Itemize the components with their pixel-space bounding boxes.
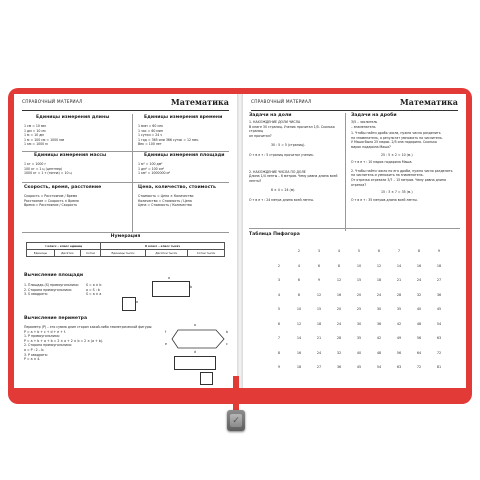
left-page-header [22, 98, 229, 111]
class-units-header: I класс – класс единиц [27, 243, 101, 250]
pythagoras-cell: 12 [316, 292, 322, 297]
text-line: он прочитал? [249, 133, 272, 138]
formula: a = S : b [86, 287, 100, 292]
pythagoras-cell: 30 [376, 307, 382, 312]
pythagoras-cell: 3 [277, 278, 281, 283]
text-line: От отрезка отрезали 3/7 – 15 метров. Чему равна длина [351, 177, 446, 182]
pythagoras-cell: 81 [436, 365, 442, 370]
numeration-col: Сотни [80, 250, 100, 257]
calculation: 25 : 5 × 2 = 10 (м.) [381, 152, 413, 157]
shape-label: e [165, 342, 167, 346]
numeration-col: Единицы тысяч [101, 250, 145, 257]
separator [22, 232, 229, 233]
pythagoras-cell: 6 [377, 249, 381, 254]
pythagoras-cell: 7 [397, 249, 401, 254]
subtitle: 2. НАХОЖДЕНИЕ ЧИСЛА ПО ДОЛЕ [249, 169, 306, 174]
pythagoras-cell: 64 [416, 350, 422, 355]
pythagoras-row [269, 317, 449, 332]
text-line: Век = 100 лет [138, 142, 162, 147]
pythagoras-cell: 4 [337, 249, 341, 254]
shape-label: a [168, 276, 170, 280]
pythagoras-cell: 9 [277, 365, 281, 370]
answer: О т в е т : 5 страниц прочитал ученик. [249, 152, 314, 157]
pythagoras-cell: 20 [356, 292, 362, 297]
numeration-col: Сотни тысяч [188, 250, 225, 257]
text-line: 1 мин = 60 сек [138, 124, 164, 128]
pythagoras-row [269, 259, 449, 274]
pythagoras-cell: 18 [296, 365, 302, 370]
pythagoras-row [269, 273, 449, 288]
shape-label: b [226, 330, 229, 334]
text-line: 1 дм² = 100 см² [138, 166, 165, 171]
right-page-header [251, 98, 458, 111]
column-divider [132, 114, 133, 232]
numeration-col: Единицы [27, 250, 55, 257]
pythagoras-cell: 25 [356, 307, 362, 312]
calculation: 15 : 3 × 7 = 35 (м.) [381, 190, 413, 195]
pythagoras-cell: 9 [437, 249, 441, 254]
block-title: Вычисление периметра [24, 316, 88, 321]
bookmark-ribbon [233, 376, 239, 412]
pythagoras-cell: 40 [356, 350, 362, 355]
pythagoras-cell: 12 [376, 263, 382, 268]
text-line: – знаменатель [351, 124, 376, 129]
pythagoras-cell: 14 [296, 336, 302, 341]
block-title: Единицы измерения массы [34, 153, 107, 158]
block-title: Задачи на доли [249, 113, 292, 118]
pythagoras-cell: 9 [317, 278, 321, 283]
pythagoras-cell: 21 [316, 336, 322, 341]
separator [22, 151, 229, 152]
pythagoras-cell: 10 [356, 263, 362, 268]
text-line: на числитель и умножить на знаменатель. [351, 173, 424, 178]
formula: S = a × b [86, 283, 102, 287]
pythagoras-cell: 30 [356, 321, 362, 326]
pythagoras-cell: 7 [277, 336, 281, 341]
pythagoras-cell: 32 [416, 292, 422, 297]
shape-label: a [194, 323, 196, 327]
text-line: 3/5 – числитель [351, 120, 378, 124]
pythagoras-cell: 35 [396, 307, 402, 312]
text-line: 1 м = 100 см = 1000 мм [24, 137, 65, 142]
pythagoras-cell [269, 244, 289, 259]
formula: S = a × a [86, 292, 102, 297]
text-line: 3. P квадрата: [24, 352, 48, 357]
area-calc-block [24, 273, 229, 313]
pythagoras-cell: 45 [356, 365, 362, 370]
text-line: отрезка? [351, 182, 367, 187]
separator [249, 228, 460, 229]
rectangle-shape [174, 356, 216, 370]
right-page [243, 94, 466, 388]
pythagoras-cell: 32 [336, 350, 342, 355]
area-units-block [138, 153, 232, 176]
pythagoras-cell: 16 [416, 263, 422, 268]
text-line: У Маши было 25 марок. 2/5 она подарила. Сколько [351, 140, 437, 145]
pythagoras-cell: 12 [336, 278, 342, 283]
pythagoras-cell: 18 [376, 278, 382, 283]
formula-line: Время = Расстояние / Скорость [24, 203, 78, 208]
text-line: P = a + b + c + d + e + f. [24, 329, 66, 334]
text-line: 1 кг = 1000 г [24, 162, 47, 166]
pythagoras-cell: 2 [297, 249, 301, 254]
pythagoras-cell: 15 [356, 278, 362, 283]
header-subtitle: СПРАВОЧНЫЙ МАТЕРИАЛ [251, 100, 312, 105]
header-title: Математика [399, 97, 458, 107]
mass-units-block [24, 153, 128, 176]
text-line: марок подарила Маша? [351, 144, 391, 149]
text-line: 1. Площадь (S) прямоугольника: [24, 283, 79, 287]
pythagoras-cell: 27 [316, 365, 322, 370]
share-task-block [249, 113, 345, 203]
numeration-col: Десятки тысяч [145, 250, 188, 257]
pythagoras-cell: 6 [297, 278, 301, 283]
text-line: В книге 30 страниц. Ученик прочитал 1/5. Сколько страниц [249, 124, 335, 134]
shape-label: b [190, 285, 193, 289]
class-thousands-header: II класс – класс тысяч [101, 243, 225, 250]
text-line: 1 см = 10 мм [24, 124, 46, 128]
block-title: Скорость, время, расстояние [24, 185, 102, 190]
block-title: Единицы измерения времени [144, 115, 223, 120]
text-line: 1000 кг = 1 т (тонна) = 10 ц [24, 171, 72, 176]
numeration-title: Нумерация [110, 234, 141, 239]
pythagoras-cell: 28 [336, 336, 342, 341]
pythagoras-cell: 12 [296, 321, 302, 326]
pythagoras-cell: 36 [436, 292, 442, 297]
text-line: 2. Чтобы найти число по его дроби, нужно число разделить [351, 168, 453, 173]
text-line: Периметр (P) – это сумма длин сторон какой-либо геометрической фигуры: [24, 325, 153, 329]
left-page [14, 94, 237, 388]
text-line: 1 м = 10 дм [24, 133, 44, 138]
separator [22, 182, 229, 183]
pythagoras-cell: 36 [336, 365, 342, 370]
pythagoras-cell: 16 [336, 292, 342, 297]
text-line: 1 м² = 100 дм² [138, 162, 163, 166]
pythagoras-cell: 18 [316, 321, 322, 326]
answer: О т в е т : 10 марок подарила Маша. [351, 160, 413, 165]
pythagoras-cell: 48 [416, 321, 422, 326]
pythagoras-cell: 15 [316, 307, 322, 312]
block-title: Цена, количество, стоимость [138, 185, 216, 190]
text-line: 1 час = 60 мин [138, 128, 163, 133]
text-line: 1 сутки = 24 ч [138, 133, 163, 138]
text-line: 1. Чтобы найти дробь числа, нужно число разделить [351, 131, 441, 136]
pythagoras-cell: 24 [316, 350, 322, 355]
pythagoras-cell: 36 [376, 321, 382, 326]
pythagoras-title: Таблица Пифагора [249, 232, 300, 237]
time-units-block [138, 115, 232, 147]
block-title: Единицы измерения длины [36, 115, 110, 120]
block-title: Задачи на дроби [351, 113, 397, 118]
pythagoras-row [269, 302, 449, 317]
text-line: Длина 1/4 ленты – 6 метров. Чему равна длина всей ленты? [249, 174, 338, 183]
bookmark-tag[interactable] [227, 410, 245, 431]
length-units-block [24, 115, 128, 147]
pythagoras-cell: 27 [436, 278, 442, 283]
pythagoras-cell: 54 [436, 321, 442, 326]
pythagoras-cell: 2 [277, 263, 281, 268]
pythagoras-cell: 5 [277, 307, 281, 312]
pythagoras-cell: 4 [297, 263, 301, 268]
column-divider [345, 113, 346, 231]
calculation: 6 × 4 = 24 (м). [271, 188, 296, 193]
pythagoras-cell: 56 [396, 350, 402, 355]
pythagoras-row [269, 288, 449, 303]
pythagoras-cell: 28 [396, 292, 402, 297]
shape-label: f [165, 330, 167, 334]
header-title: Математика [170, 97, 229, 107]
pythagoras-cell: 18 [436, 263, 442, 268]
pythagoras-cell: 72 [416, 365, 422, 370]
pythagoras-cell: 6 [277, 321, 281, 326]
rectangle-shape [152, 281, 193, 297]
formula-line: Скорость = Расстояние / Время [24, 194, 78, 198]
text-line: 3. S квадрата: [24, 292, 48, 297]
pythagoras-cell: 21 [396, 278, 402, 283]
pythagoras-cell: 42 [396, 321, 402, 326]
pythagoras-cell: 24 [416, 278, 422, 283]
pythagoras-cell: 24 [336, 321, 342, 326]
pythagoras-row [269, 331, 449, 346]
pythagoras-cell: 49 [396, 336, 402, 341]
speed-block [24, 185, 128, 208]
pythagoras-cell: 16 [296, 350, 302, 355]
pythagoras-cell: 63 [396, 365, 402, 370]
price-block [138, 185, 232, 208]
pythagoras-cell: 40 [416, 307, 422, 312]
formula-line: Стоимость = Цена × Количество [138, 194, 194, 198]
header-subtitle: СПРАВОЧНЫЙ МАТЕРИАЛ [22, 100, 83, 105]
pythagoras-cell: 6 [317, 263, 321, 268]
pythagoras-cell: 24 [376, 292, 382, 297]
text-line: 100 кг = 1 ц (центнер) [24, 166, 63, 171]
text-line: 1 год = 365 или 366 суток = 12 мес. [138, 137, 200, 142]
pythagoras-cell: 48 [376, 350, 382, 355]
answer: О т в е т : 35 метров длина всей ленты. [351, 197, 418, 202]
numeration-table [26, 242, 225, 257]
numeration-col: Десятки [54, 250, 80, 257]
pythagoras-cell: 8 [277, 350, 281, 355]
text-line: 2. Сторона прямоугольника: [24, 343, 73, 348]
text-line: 1 км = 1000 м [24, 142, 48, 147]
subtitle: 1. НАХОЖДЕНИЕ ДОЛИ ЧИСЛА [249, 120, 301, 124]
text-line: P = a + b + a + b = 2 × a + 2 × b = 2 × (a + b). [24, 338, 104, 343]
pythagoras-cell: 3 [317, 249, 321, 254]
formula-line: Расстояние = Скорость × Время [24, 198, 79, 203]
formula-line: Количество = Стоимость / Цена [138, 198, 192, 203]
pythagoras-cell: 14 [396, 263, 402, 268]
pythagoras-row [269, 346, 449, 361]
pythagoras-cell: 42 [376, 336, 382, 341]
text-line: 2. Сторона прямоугольника: [24, 287, 73, 292]
pythagoras-table [269, 244, 449, 375]
perimeter-block [24, 316, 229, 386]
pythagoras-row [269, 360, 449, 375]
pythagoras-cell: 8 [337, 263, 341, 268]
pythagoras-cell: 54 [376, 365, 382, 370]
calculation: 30 : 5 = 5 (страниц). [271, 143, 306, 148]
pythagoras-row [269, 244, 449, 259]
hexagon-shape [170, 328, 229, 350]
checkmark-logo-icon: ✓ [230, 414, 242, 427]
text-line: P = a × 4. [24, 357, 41, 362]
pythagoras-cell: 35 [356, 336, 362, 341]
pythagoras-cell: 63 [436, 336, 442, 341]
square-shape [200, 372, 213, 385]
pythagoras-cell: 72 [436, 350, 442, 355]
shape-label: d [194, 350, 197, 354]
fraction-task-block [351, 113, 461, 202]
pythagoras-cell: 10 [296, 307, 302, 312]
square-shape [122, 297, 136, 311]
pythagoras-cell: 8 [417, 249, 421, 254]
pythagoras-cell: 8 [297, 292, 301, 297]
formula-line: Цена = Стоимость / Количество [138, 203, 192, 208]
shape-label: c [226, 342, 228, 346]
text-line: 1 дм = 10 см [24, 128, 46, 133]
text-line: 1 км² = 1000000 м² [138, 171, 171, 176]
shape-label: a [136, 300, 138, 304]
answer: О т в е т : 24 метра длина всей ленты. [249, 197, 315, 202]
pythagoras-cell: 20 [336, 307, 342, 312]
pythagoras-cell: 5 [357, 249, 361, 254]
pythagoras-cell: 45 [436, 307, 442, 312]
text-line: a = P : 2 – b. [24, 347, 45, 352]
pythagoras-cell: 4 [277, 292, 281, 297]
pythagoras-cell: 56 [416, 336, 422, 341]
text-line: на знаменатель, а результат умножить на числитель. [351, 135, 443, 140]
block-title: Единицы измерения площади [144, 153, 225, 158]
text-line: 1. P прямоугольника: [24, 334, 60, 339]
block-title: Вычисление площади [24, 273, 84, 278]
